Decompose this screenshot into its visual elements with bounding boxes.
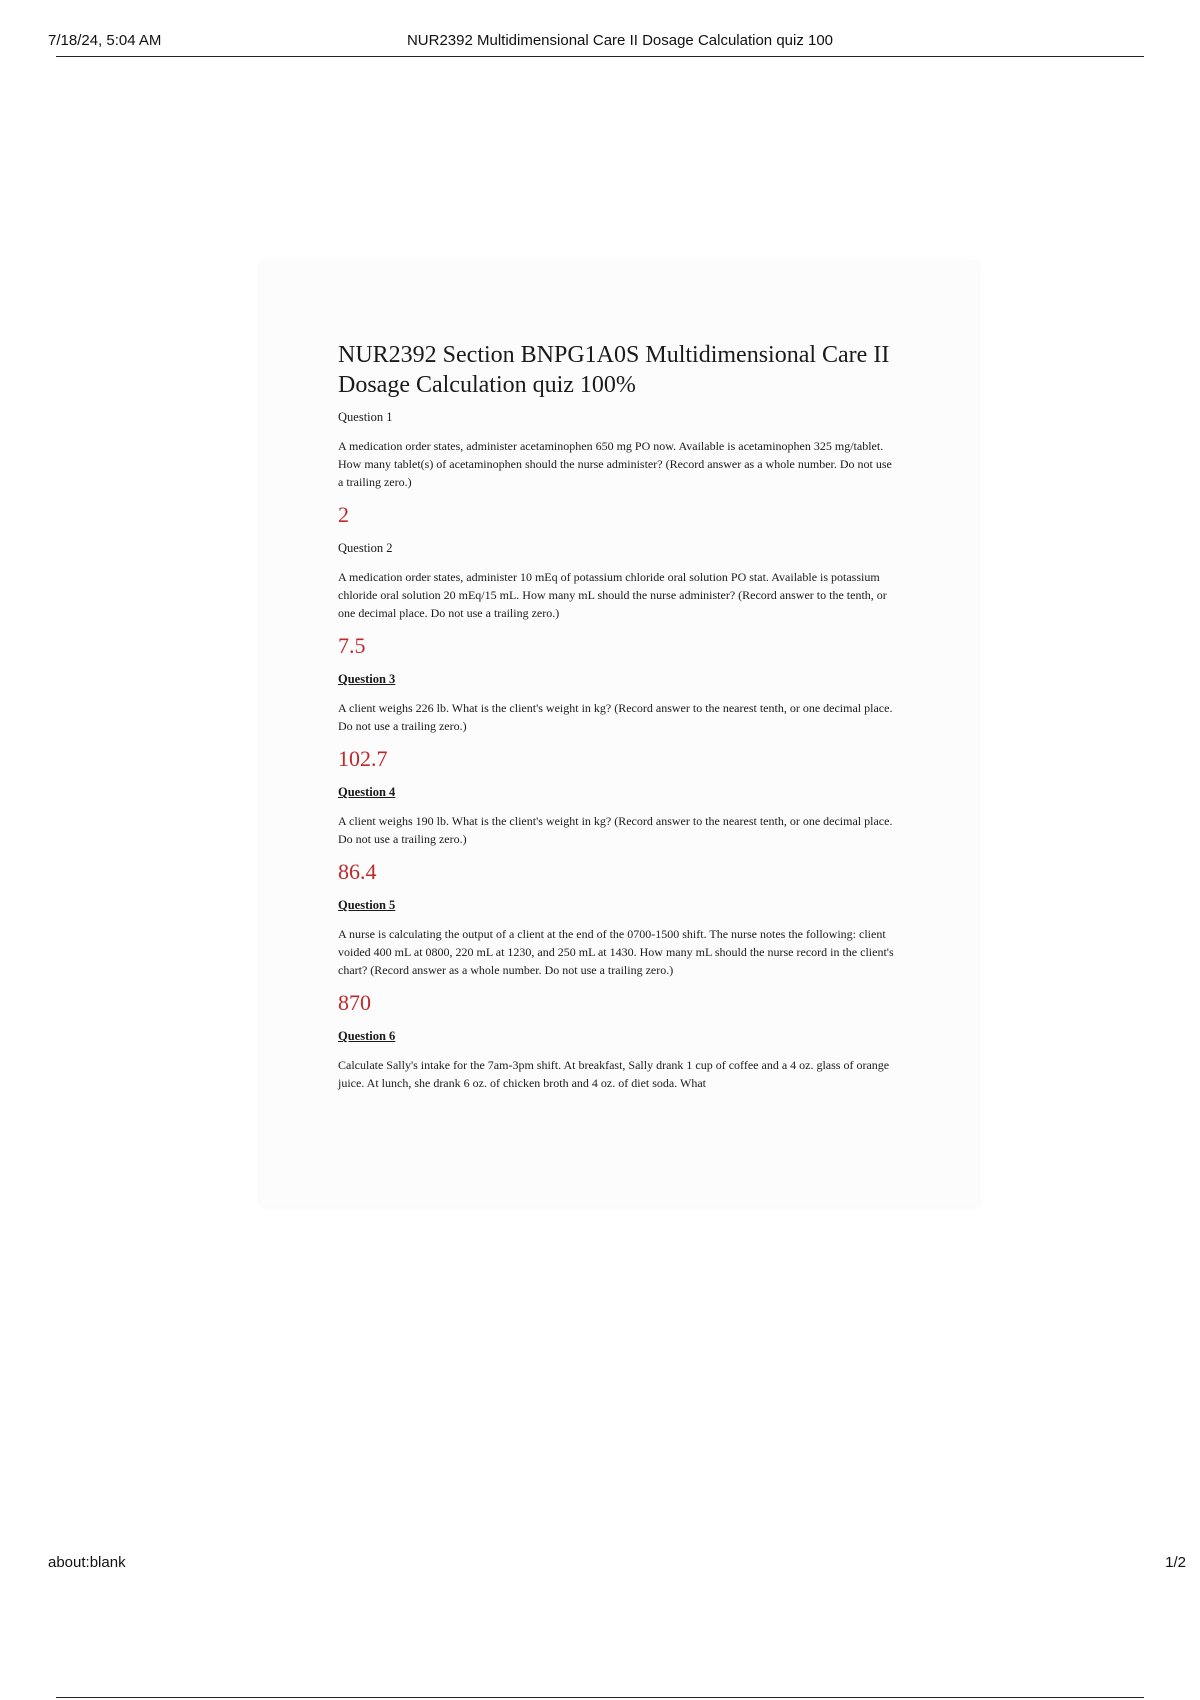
- question-text: A nurse is calculating the output of a client at the end of the 0700-1500 shift. The nurse notes the following: client voided 400 mL at 0800, 220 mL at 1230, and 250 mL at 1430. How many mL should the nurse record in the client's chart? (Record answer as a whole number. Do not use a trailing zero.): [338, 927, 894, 977]
- question-block-4: [338, 785, 898, 886]
- question-answer: 86.4: [338, 859, 377, 884]
- question-answer: 7.5: [338, 633, 366, 658]
- question-block-5: [338, 898, 898, 1017]
- question-label: Question 6: [338, 1029, 396, 1043]
- question-label: Question 2: [338, 541, 393, 555]
- footer-divider: [56, 1697, 1144, 1698]
- question-answer: 102.7: [338, 746, 388, 771]
- document-title: [338, 340, 898, 400]
- question-label: Question 3: [338, 672, 396, 686]
- document-title-line2: Dosage Calculation quiz 100%: [338, 372, 636, 398]
- question-text: A medication order states, administer 10 mEq of potassium chloride oral solution PO stat. Available is potassium chloride oral solution 20 mEq/15 mL. How many mL should the nurse administer? (Record answer to the tenth, or one decimal place. Do not use a trailing zero.): [338, 570, 887, 620]
- print-datetime: 7/18/24, 5:04 AM: [48, 32, 162, 49]
- question-block-6: [338, 1029, 898, 1092]
- question-text: A medication order states, administer acetaminophen 650 mg PO now. Available is acetaminophen 325 mg/tablet. How many tablet(s) of acetaminophen should the nurse administer? (Record answer as a whole number. Do not use a trailing zero.): [338, 439, 892, 489]
- document-title-line1: NUR2392 Section BNPG1A0S Multidimensional Care II: [338, 342, 890, 368]
- print-page-title: NUR2392 Multidimensional Care II Dosage Calculation quiz 100: [406, 32, 834, 49]
- question-block-3: [338, 672, 898, 773]
- document-content: [338, 340, 898, 1102]
- question-text: A client weighs 226 lb. What is the client's weight in kg? (Record answer to the nearest tenth, or one decimal place. Do not use a trailing zero.): [338, 701, 893, 733]
- question-label: Question 4: [338, 785, 396, 799]
- question-answer: 2: [338, 502, 349, 527]
- print-footer-url: about:blank: [48, 1554, 126, 1571]
- print-page-number: 1/2: [1165, 1554, 1186, 1571]
- print-header: [0, 0, 1200, 60]
- question-block-2: [338, 541, 898, 660]
- question-label: Question 1: [338, 410, 393, 424]
- header-divider: [56, 56, 1144, 57]
- question-text: Calculate Sally's intake for the 7am-3pm shift. At breakfast, Sally drank 1 cup of coffee and a 4 oz. glass of orange juice. At lunch, she drank 6 oz. of chicken broth and 4 oz. of diet soda. What: [338, 1058, 890, 1090]
- question-label: Question 5: [338, 898, 396, 912]
- question-text: A client weighs 190 lb. What is the client's weight in kg? (Record answer to the nearest tenth, or one decimal place. Do not use a trailing zero.): [338, 814, 893, 846]
- question-block-1: [338, 410, 898, 529]
- question-answer: 870: [338, 990, 371, 1015]
